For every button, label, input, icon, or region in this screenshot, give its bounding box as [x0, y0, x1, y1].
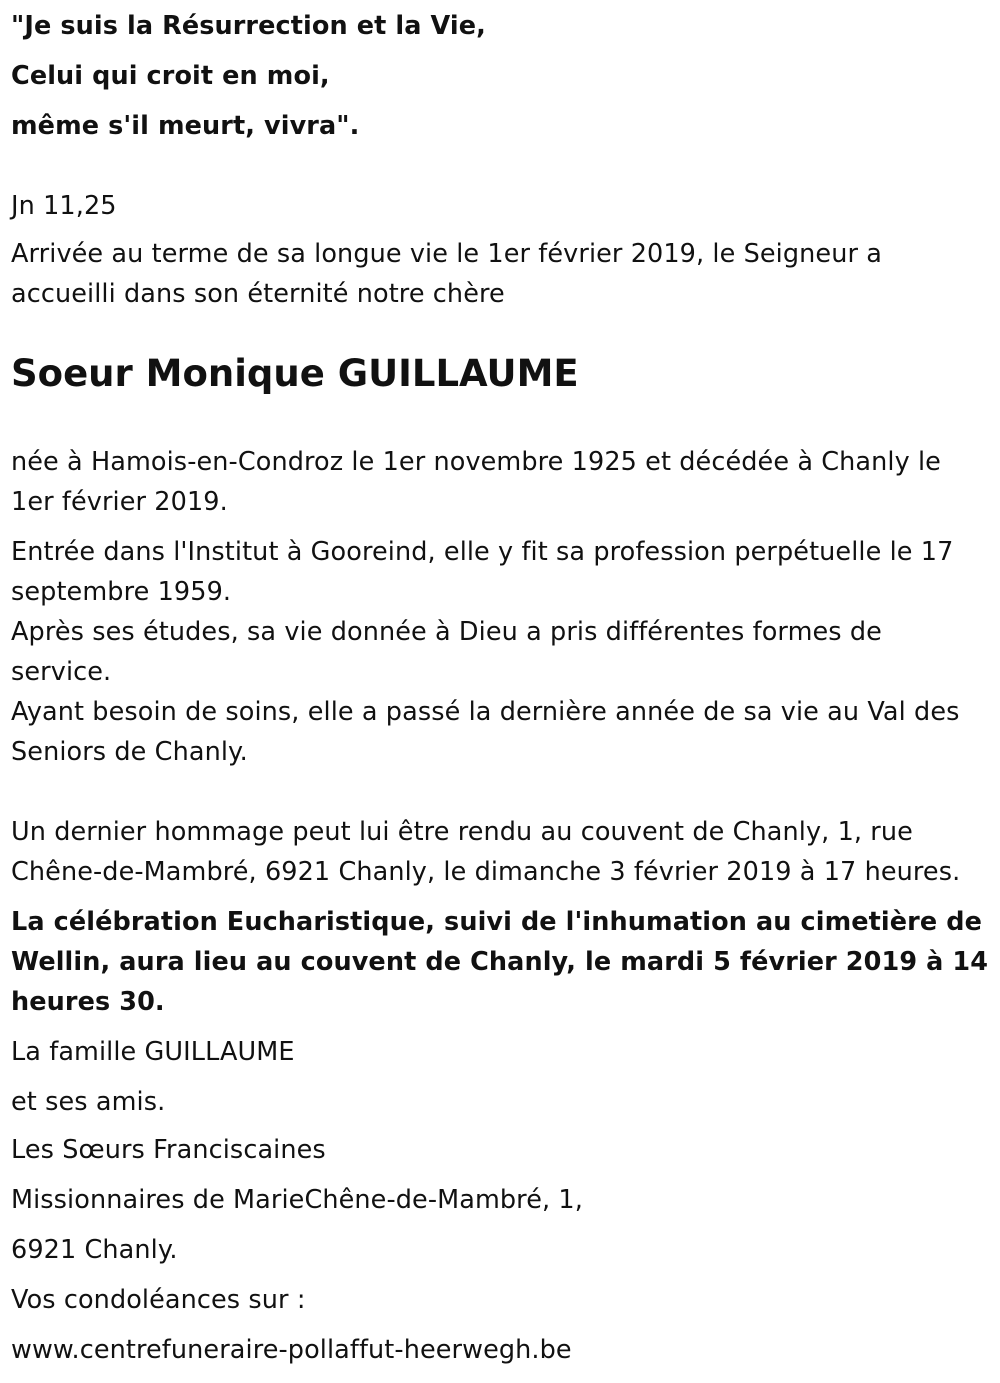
intro-line-1: Arrivée au terme de sa longue vie le 1er février 2019, le Seigneur a	[11, 239, 882, 269]
deceased-name: Soeur Monique GUILLAUME	[11, 352, 579, 395]
celebration-line-2: Wellin, aura lieu au couvent de Chanly, le mardi 5 février 2019 à 14	[11, 947, 989, 977]
intro-line-2: accueilli dans son éternité notre chère	[11, 279, 505, 309]
condolences-label: Vos condoléances sur :	[11, 1285, 306, 1315]
biography-line-1: Entrée dans l'Institut à Gooreind, elle y fit sa profession perpétuelle le 17	[11, 537, 954, 567]
biography-line-5: Ayant besoin de soins, elle a passé la dernière année de sa vie au Val des	[11, 697, 960, 727]
biography-line-2: septembre 1959.	[11, 577, 232, 607]
condolences-website-link[interactable]: www.centrefuneraire-pollaffut-heerwegh.be	[11, 1335, 572, 1365]
biography-line-6: Seniors de Chanly.	[11, 737, 248, 767]
tribute-line-2: Chêne-de-Mambré, 6921 Chanly, le dimanche 3 février 2019 à 17 heures.	[11, 857, 961, 887]
quote-line-2: Celui qui croit en moi,	[11, 61, 330, 91]
quote-line-1: "Je suis la Résurrection et la Vie,	[11, 11, 486, 41]
birth-line-2: 1er février 2019.	[11, 487, 228, 517]
quote-line-3: même s'il meurt, vivra".	[11, 111, 360, 141]
tribute-line-1: Un dernier hommage peut lui être rendu au couvent de Chanly, 1, rue	[11, 817, 913, 847]
biography-line-3: Après ses études, sa vie donnée à Dieu a pris différentes formes de	[11, 617, 882, 647]
signatory-friends: et ses amis.	[11, 1087, 166, 1117]
signatory-family: La famille GUILLAUME	[11, 1037, 295, 1067]
signatory-sisters: Les Sœurs Franciscaines	[11, 1135, 326, 1165]
celebration-line-3: heures 30.	[11, 987, 165, 1017]
signatory-missionaries: Missionnaires de MarieChêne-de-Mambré, 1,	[11, 1185, 583, 1215]
signatory-city: 6921 Chanly.	[11, 1235, 178, 1265]
biography-line-4: service.	[11, 657, 112, 687]
scripture-reference: Jn 11,25	[11, 191, 117, 221]
birth-line-1: née à Hamois-en-Condroz le 1er novembre 1925 et décédée à Chanly le	[11, 447, 941, 477]
celebration-line-1: La célébration Eucharistique, suivi de l'inhumation au cimetière de	[11, 907, 982, 937]
